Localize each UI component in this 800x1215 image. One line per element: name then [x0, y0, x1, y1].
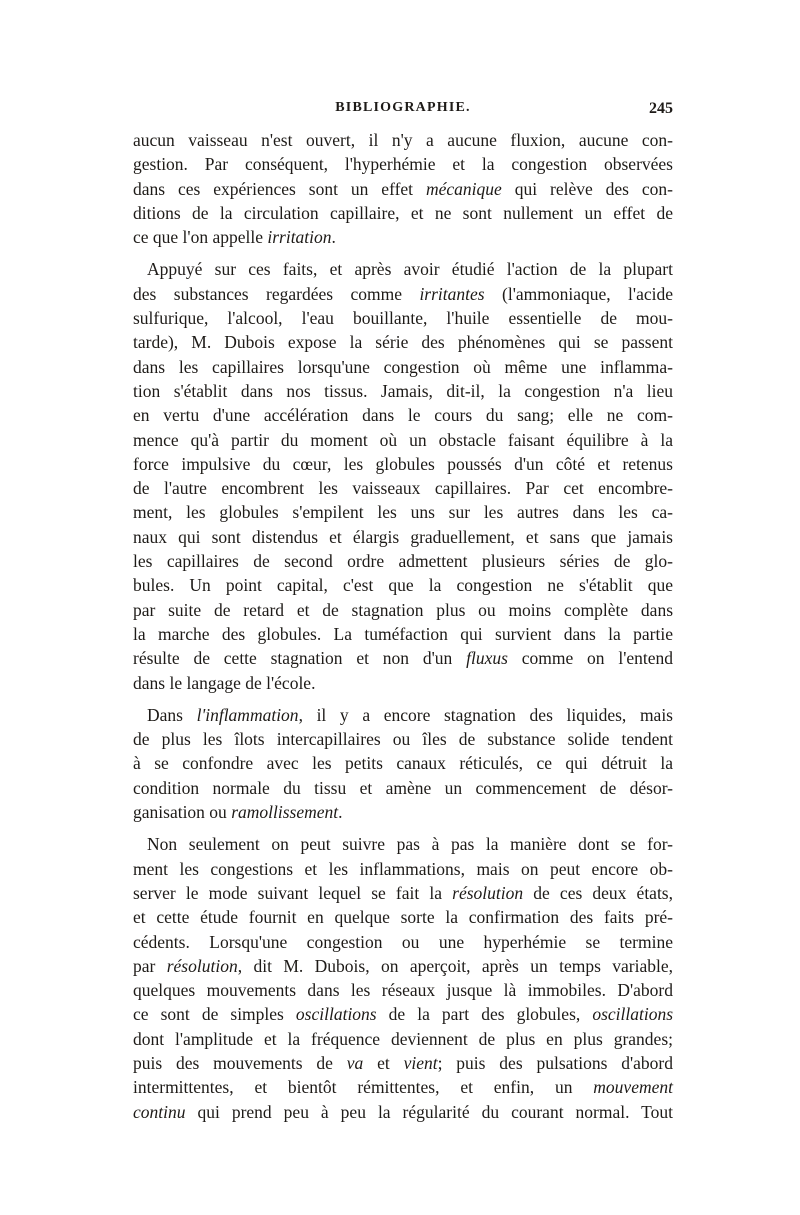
text-line: des substances regardées comme irritantes (l'ammoniaque, l'acide: [133, 283, 673, 304]
text-line: les capillaires de second ordre admettent plusieurs séries de glo-: [133, 551, 673, 572]
text-line: continu qui prend peu à peu la régularité du courant normal. Tout: [133, 1101, 673, 1122]
text-line: ganisation ou ramollissement.: [133, 802, 343, 823]
text-line: par suite de retard et de stagnation plus ou moins complète dans: [133, 599, 673, 620]
text-line: puis des mouvements de va et vient; puis des pulsations d'abord: [133, 1052, 673, 1073]
text-line: dans le langage de l'école.: [133, 672, 316, 693]
text-line: de l'autre encombrent les vaisseaux capillaires. Par cet encombre-: [133, 478, 673, 499]
text-line: tion s'établit dans nos tissus. Jamais, dit-il, la congestion n'a lieu: [133, 380, 673, 401]
text-line: dont l'amplitude et la fréquence deviennent de plus en plus grandes;: [133, 1028, 673, 1049]
text-line: force impulsive du cœur, les globules poussés d'un côté et retenus: [133, 453, 673, 474]
text-line: bules. Un point capital, c'est que la congestion ne s'établit que: [133, 575, 673, 596]
text-line: aucun vaisseau n'est ouvert, il n'y a aucune fluxion, aucune con-: [133, 130, 673, 150]
text-line: ditions de la circulation capillaire, et ne sont nullement un effet de: [133, 202, 673, 223]
running-title: BIBLIOGRAPHIE.: [335, 100, 471, 115]
text-line: gestion. Par conséquent, l'hyperhémie et la congestion observées: [133, 154, 673, 175]
paragraph: [133, 832, 673, 1124]
paragraph: [133, 703, 673, 824]
text-line: cédents. Lorsqu'une congestion ou une hyperhémie se termine: [133, 931, 673, 952]
running-head: [133, 100, 673, 128]
text-line: ment les congestions et les inflammations, mais on peut encore ob-: [133, 858, 673, 879]
text-line: par résolution, dit M. Dubois, on aperçoit, après un temps variable,: [133, 955, 673, 976]
text-line: et cette étude fournit en quelque sorte la confirmation des faits pré-: [133, 907, 673, 928]
text-line: ce que l'on appelle irritation.: [133, 227, 336, 248]
text-line: Dans l'inflammation, il y a encore stagnation des liquides, mais: [147, 704, 673, 725]
text-line: server le mode suivant lequel se fait la résolution de ces deux états,: [133, 882, 673, 903]
text-line: de plus les îlots intercapillaires ou îles de substance solide tendent: [133, 729, 673, 750]
paragraph: [133, 128, 673, 249]
text-line: ce sont de simples oscillations de la part des globules, oscillations: [133, 1004, 674, 1025]
text-line: résulte de cette stagnation et non d'un fluxus comme on l'entend: [133, 648, 674, 669]
text-line: sulfurique, l'alcool, l'eau bouillante, l'huile essentielle de mou-: [133, 308, 673, 329]
text-line: condition normale du tissu et amène un commencement de désor-: [133, 777, 673, 798]
text-line: mence qu'à partir du moment où un obstacle faisant équilibre à la: [133, 429, 673, 450]
text-line: ment, les globules s'empilent les uns sur les autres dans les ca-: [133, 502, 673, 523]
text-line: Non seulement on peut suivre pas à pas la manière dont se for-: [147, 834, 673, 855]
text-line: naux qui sont distendus et élargis graduellement, et sans que jamais: [133, 526, 673, 547]
text-line: à se confondre avec les petits canaux réticulés, ce qui détruit la: [133, 753, 673, 774]
page-number: 245: [649, 100, 673, 117]
text-line: Appuyé sur ces faits, et après avoir étudié l'action de la plupart: [147, 259, 673, 280]
text-line: en vertu d'une accélération dans le cours du sang; elle ne com-: [133, 405, 673, 426]
text-line: quelques mouvements dans les réseaux jusque là immobiles. D'abord: [133, 980, 673, 1001]
text-line: dans les capillaires lorsqu'une congestion où même une inflamma-: [133, 356, 673, 377]
text-line: dans ces expériences sont un effet mécanique qui relève des con-: [133, 178, 674, 199]
text-line: la marche des globules. La tuméfaction qui survient dans la partie: [133, 623, 673, 644]
body-text: [133, 128, 673, 1124]
text-line: tarde), M. Dubois expose la série des phénomènes qui se passent: [133, 332, 673, 353]
text-line: intermittentes, et bientôt rémittentes, et enfin, un mouvement: [133, 1077, 673, 1098]
paragraph: [133, 257, 673, 694]
